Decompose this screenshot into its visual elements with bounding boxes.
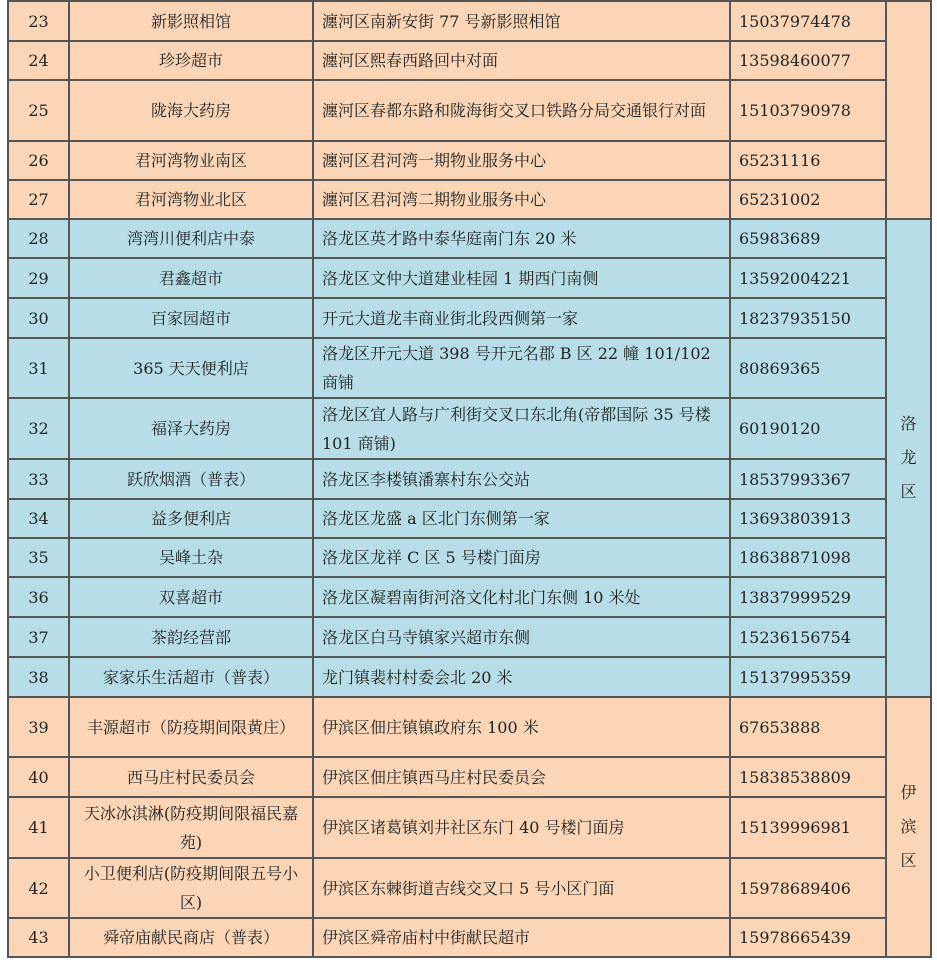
table-row <box>8 298 931 338</box>
store-phone: 15838538809 <box>730 757 886 797</box>
store-name: 君河湾物业南区 <box>69 141 313 180</box>
store-phone: 60190120 <box>730 398 886 459</box>
store-address: 龙门镇裴村村委会北 20 米 <box>313 657 730 697</box>
store-name: 陇海大药房 <box>69 80 313 141</box>
store-address: 伊滨区诸葛镇刘井社区东门 40 号楼门面房 <box>313 797 730 858</box>
table-row <box>8 338 931 398</box>
store-address: 开元大道龙丰商业街北段西侧第一家 <box>313 298 730 338</box>
store-name: 君河湾物业北区 <box>69 180 313 219</box>
store-phone: 67653888 <box>730 697 886 757</box>
store-name: 百家园超市 <box>69 298 313 338</box>
store-phone: 18638871098 <box>730 538 886 577</box>
store-name: 天冰冰淇淋(防疫期间限福民嘉苑) <box>69 797 313 858</box>
store-name: 跃欣烟酒（普表） <box>69 459 313 499</box>
store-phone: 13693803913 <box>730 499 886 538</box>
store-name: 舜帝庙献民商店（普表） <box>69 918 313 957</box>
store-address: 瀍河区南新安街 77 号新影照相馆 <box>313 1 730 41</box>
store-address: 洛龙区龙盛 a 区北门东侧第一家 <box>313 499 730 538</box>
store-address: 洛龙区李楼镇潘寨村东公交站 <box>313 459 730 499</box>
store-address: 伊滨区东棘街道吉线交叉口 5 号小区门面 <box>313 858 730 918</box>
store-name: 湾湾川便利店中泰 <box>69 219 313 258</box>
row-number: 40 <box>8 757 69 797</box>
store-address: 洛龙区文仲大道建业桂园 1 期西门南侧 <box>313 258 730 298</box>
store-phone: 18537993367 <box>730 459 886 499</box>
row-number: 30 <box>8 298 69 338</box>
table-row <box>8 80 931 141</box>
table-row <box>8 918 931 957</box>
store-address: 伊滨区佃庄镇镇政府东 100 米 <box>313 697 730 757</box>
row-number: 38 <box>8 657 69 697</box>
store-phone: 13598460077 <box>730 41 886 80</box>
store-address: 瀍河区熙春西路回中对面 <box>313 41 730 80</box>
store-phone: 15978665439 <box>730 918 886 957</box>
store-address: 瀍河区春都东路和陇海街交叉口铁路分局交通银行对面 <box>313 80 730 141</box>
row-number: 39 <box>8 697 69 757</box>
store-name: 西马庄村民委员会 <box>69 757 313 797</box>
store-address: 瀍河区君河湾一期物业服务中心 <box>313 141 730 180</box>
store-address: 伊滨区佃庄镇西马庄村民委员会 <box>313 757 730 797</box>
store-name: 365 天天便利店 <box>69 338 313 398</box>
table-row <box>8 459 931 499</box>
district-cell: 洛龙区 <box>886 219 931 697</box>
row-number: 37 <box>8 617 69 657</box>
table-row <box>8 797 931 858</box>
row-number: 41 <box>8 797 69 858</box>
table-row <box>8 538 931 577</box>
store-name: 吴峰土杂 <box>69 538 313 577</box>
row-number: 27 <box>8 180 69 219</box>
row-number: 28 <box>8 219 69 258</box>
store-phone: 15037974478 <box>730 1 886 41</box>
table-row <box>8 657 931 697</box>
store-phone: 13592004221 <box>730 258 886 298</box>
store-phone: 15236156754 <box>730 617 886 657</box>
row-number: 43 <box>8 918 69 957</box>
table-row <box>8 180 931 219</box>
table-row <box>8 697 931 757</box>
row-number: 32 <box>8 398 69 459</box>
store-name: 茶韵经营部 <box>69 617 313 657</box>
table-row <box>8 41 931 80</box>
table-row <box>8 141 931 180</box>
row-number: 24 <box>8 41 69 80</box>
store-address: 洛龙区龙祥 C 区 5 号楼门面房 <box>313 538 730 577</box>
store-name: 君鑫超市 <box>69 258 313 298</box>
row-number: 42 <box>8 858 69 918</box>
store-address: 洛龙区凝碧南街河洛文化村北门东侧 10 米处 <box>313 577 730 617</box>
table-row <box>8 398 931 459</box>
store-name: 新影照相馆 <box>69 1 313 41</box>
table-row <box>8 858 931 918</box>
store-name: 珍珍超市 <box>69 41 313 80</box>
store-address: 洛龙区英才路中泰华庭南门东 20 米 <box>313 219 730 258</box>
store-address: 洛龙区开元大道 398 号开元名郡 B 区 22 幢 101/102 商铺 <box>313 338 730 398</box>
table-body <box>8 1 931 957</box>
row-number: 26 <box>8 141 69 180</box>
row-number: 25 <box>8 80 69 141</box>
store-phone: 15103790978 <box>730 80 886 141</box>
district-cell <box>886 1 931 219</box>
store-name: 双喜超市 <box>69 577 313 617</box>
row-number: 36 <box>8 577 69 617</box>
row-number: 29 <box>8 258 69 298</box>
table-row <box>8 258 931 298</box>
row-number: 23 <box>8 1 69 41</box>
store-address: 洛龙区宜人路与广利街交叉口东北角(帝都国际 35 号楼 101 商铺) <box>313 398 730 459</box>
store-phone: 15137995359 <box>730 657 886 697</box>
store-name: 家家乐生活超市（普表） <box>69 657 313 697</box>
table-row <box>8 577 931 617</box>
table-row <box>8 1 931 41</box>
row-number: 35 <box>8 538 69 577</box>
table-row <box>8 219 931 258</box>
store-phone: 65983689 <box>730 219 886 258</box>
row-number: 34 <box>8 499 69 538</box>
store-phone: 15978689406 <box>730 858 886 918</box>
store-phone: 65231002 <box>730 180 886 219</box>
store-phone: 65231116 <box>730 141 886 180</box>
table-row <box>8 499 931 538</box>
store-address: 瀍河区君河湾二期物业服务中心 <box>313 180 730 219</box>
store-phone: 80869365 <box>730 338 886 398</box>
store-name: 丰源超市（防疫期间限黄庄） <box>69 697 313 757</box>
store-list-table <box>7 0 932 958</box>
store-address: 伊滨区舜帝庙村中街献民超市 <box>313 918 730 957</box>
store-name: 益多便利店 <box>69 499 313 538</box>
store-name: 小卫便利店(防疫期间限五号小区) <box>69 858 313 918</box>
store-address: 洛龙区白马寺镇家兴超市东侧 <box>313 617 730 657</box>
row-number: 33 <box>8 459 69 499</box>
store-phone: 13837999529 <box>730 577 886 617</box>
row-number: 31 <box>8 338 69 398</box>
store-name: 福泽大药房 <box>69 398 313 459</box>
store-phone: 15139996981 <box>730 797 886 858</box>
table-row <box>8 757 931 797</box>
store-phone: 18237935150 <box>730 298 886 338</box>
table-row <box>8 617 931 657</box>
district-cell: 伊滨区 <box>886 697 931 957</box>
